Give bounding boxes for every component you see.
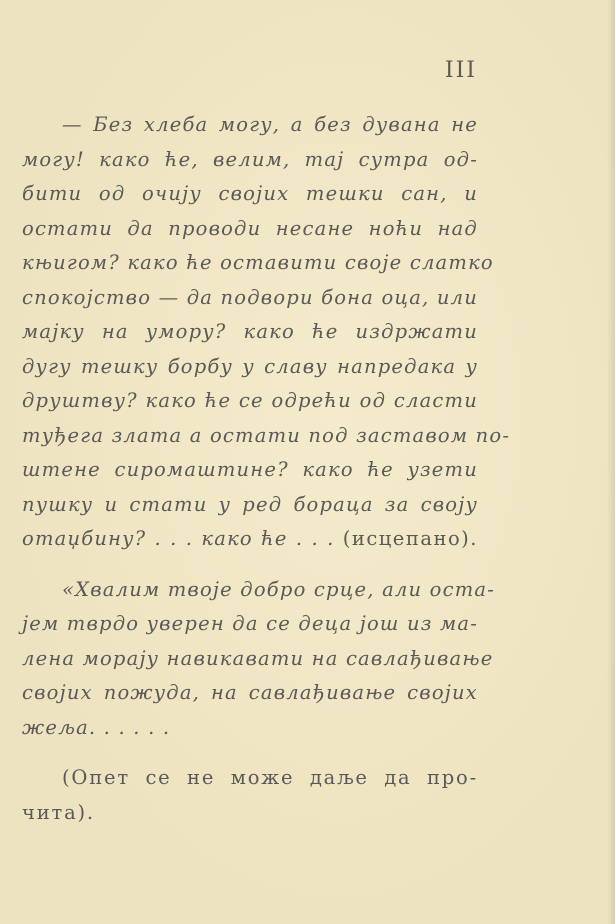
- text-line: друштву? како ће се одрећи од сласти: [22, 389, 478, 412]
- text-line: јем тврдо уверен да се деца још из ма-: [22, 612, 478, 635]
- text-line: «Хвалим твоје добро срце, али оста-: [62, 577, 496, 601]
- paragraph: [22, 573, 496, 746]
- text-line: жеља. . . . . .: [22, 715, 171, 739]
- text-line: бити од очију својих тешки сан, и: [22, 182, 478, 205]
- paragraph-gap: [22, 745, 478, 761]
- text-line: туђега злата а остати под заставом по-: [22, 423, 511, 447]
- text-line: мајку на умору? како ће издржати: [22, 320, 478, 343]
- text-line: могу! како ће, велим, тај сутра од-: [22, 147, 478, 171]
- text-line: лена морају навикавати на савлађивање: [22, 646, 494, 670]
- text-line: остати да проводи несане ноћи над: [22, 216, 478, 240]
- page-edge-shadow: [607, 0, 615, 924]
- text-line: спокојство — да подвори бона оца, или: [22, 285, 478, 309]
- text-line: — Без хлеба могу, а без дувана не: [62, 113, 478, 136]
- text-line: (Опет се не може даље да про-: [62, 766, 478, 789]
- paragraph: [22, 108, 511, 557]
- text-line: својих пожуда, на савлађивање својих: [22, 681, 478, 704]
- text-line: чита).: [22, 800, 95, 824]
- text-line: дугу тешку борбу у славу напредака у: [22, 354, 478, 378]
- paragraph: [22, 761, 478, 830]
- text-line: књигом? како ће оставити своје слатко: [22, 251, 494, 274]
- body-text: [22, 108, 511, 830]
- text-line: штене сиромаштине? како ће узети: [22, 458, 478, 481]
- page-number: III: [444, 58, 477, 83]
- text-line: пушку и стати у ред бораца за своју: [22, 492, 478, 516]
- editorial-note: (исцепано).: [342, 527, 478, 550]
- text-line-italic: отаџбину? . . . како ће . . .: [22, 527, 335, 550]
- paragraph-gap: [22, 557, 478, 573]
- text-line: [22, 522, 478, 557]
